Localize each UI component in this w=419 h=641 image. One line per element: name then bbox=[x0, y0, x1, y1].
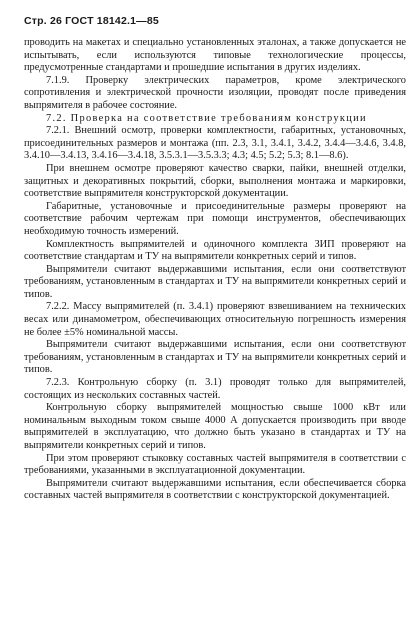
paragraph-passed-2: Выпрямители считают выдержавшими испытания, если они соответствуют требованиям, установленным в стандартах и ТУ на выпрямители конкретных серий и типов. bbox=[24, 339, 406, 376]
paragraph-passed-1: Выпрямители считают выдержавшими испытания, если они соответствуют требованиям, установленным в стандартах и ТУ на выпрямители конкретных серий и типов. bbox=[24, 263, 406, 300]
paragraph-7-1-9: 7.1.9. Проверку электрических параметров, кроме электрического сопротивления и электрической прочности изоляции, проводят после приведения выпрямителя в рабочее состояние. bbox=[24, 74, 406, 111]
paragraph-1: проводить на макетах и специально установленных эталонах, а также допускается не испытывать, если используются типовые технологические процессы, предусмотренные стандартами и прошедшие испытания в других изделиях. bbox=[24, 37, 406, 74]
paragraph-docking-check: При этом проверяют стыковку составных частей выпрямителя в соответствии с требованиями, указанными в эксплуатационной документации. bbox=[24, 452, 406, 477]
paragraph-7-2-1: 7.2.1. Внешний осмотр, проверки комплектности, габаритных, установочных, присоединительных размеров и монтажа (пп. 2.3, 3.1, 3.4.1, 3.4.2, 3.4.4—3.4.6, 3.4.8, 3.4.10—3.4.13, 3.4.16—3.4.18, 3.5.3.1—3.5.3.3; 4.3; 4.5; 5.2; 5.3; 8.1—8.6). bbox=[24, 125, 406, 162]
paragraph-dimensions: Габаритные, установочные и присоединительные размеры проверяют на соответствие рабочим чертежам при помощи инструментов, обеспечивающих необходимую точность измерений. bbox=[24, 200, 406, 237]
paragraph-7-2-3: 7.2.3. Контрольную сборку (п. 3.1) проводят только для выпрямителей, состоящих из нескольких составных частей. bbox=[24, 377, 406, 401]
paragraph-passed-3: Выпрямители считают выдержавшими испытания, если обеспечивается сборка составных частей выпрямителя в соответствии с конструкторской документацией. bbox=[24, 477, 406, 502]
page-header: Стр. 26 ГОСТ 18142.1—85 bbox=[24, 15, 159, 27]
paragraph-visual-inspection: При внешнем осмотре проверяют качество сварки, пайки, внешней отделки, защитных и декоративных покрытий, сборки, выполнения монтажа и маркировки, соответствие выпрямителя конструкторской документации. bbox=[24, 162, 406, 200]
section-heading-7-2: 7.2. Проверка на соответствие требованиям конструкции bbox=[46, 112, 367, 124]
paragraph-7-2-2: 7.2.2. Массу выпрямителей (п. 3.4.1) проверяют взвешиванием на технических весах или динамометром, обеспечивающих относительную погрешность измерения не более ±5% номинальной массы. bbox=[24, 301, 406, 338]
document-page bbox=[24, 14, 406, 503]
paragraph-control-assembly: Контрольную сборку выпрямителей мощностью свыше 1000 кВт или номинальным выходным током свыше 4000 А допускается производить при вводе выпрямителей в эксплуатацию, что должно быть указано в стандартах и ТУ на выпрямители конкретных серий и типов. bbox=[24, 402, 406, 451]
paragraph-completeness: Комплектность выпрямителей и одиночного комплекта ЗИП проверяют на соответствие стандартам и ТУ на выпрямители конкретных серий и типов. bbox=[24, 238, 406, 263]
